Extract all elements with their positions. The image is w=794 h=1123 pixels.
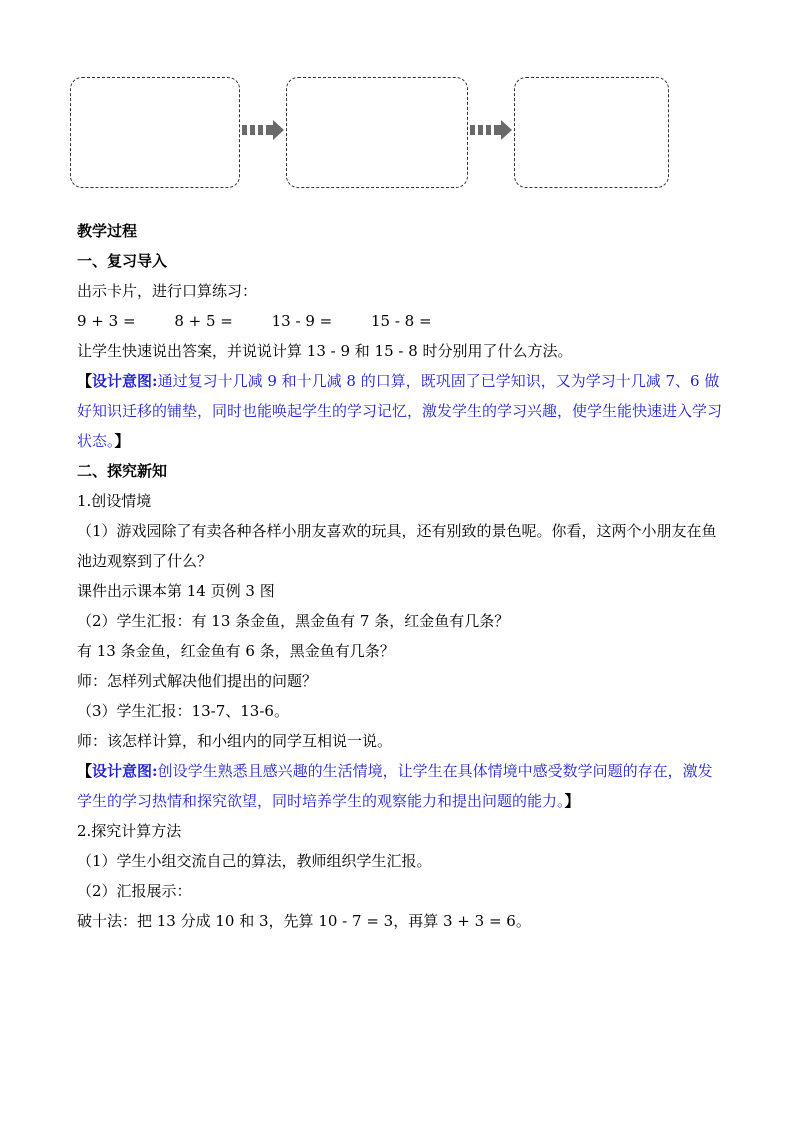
section-2-paragraph-1: （1）游戏园除了有卖各种各样小朋友喜欢的玩具，还有别致的景色呢。你看，这两个小朋友在鱼池边观察到了什么？ xyxy=(77,522,717,570)
section-1-intro: 出示卡片，进行口算练习： xyxy=(77,282,258,300)
flow-box-1 xyxy=(70,77,240,188)
design-1-tag: 设计意图: xyxy=(92,372,158,390)
section-2-paragraph-4: 有 13 条金鱼，红金鱼有 6 条，黑金鱼有几条？ xyxy=(77,642,395,660)
section-2-paragraph-2: 课件出示课本第 14 页例 3 图 xyxy=(77,582,275,600)
section-2-paragraph-10: 破十法：把 13 分成 10 和 3，先算 10 - 7 = 3，再算 3 + 3 = 6。 xyxy=(77,912,531,930)
flow-box-3 xyxy=(514,77,669,188)
design-2-close-bracket: 】 xyxy=(564,792,580,810)
exercise-2: 8 + 5 = xyxy=(174,312,233,330)
design-1-text: 通过复习十几减 9 和十几减 8 的口算，既巩固了已学知识，又为学习十几减 7、6 做好知识迁移的铺垫，同时也能唤起学生的学习记忆，激发学生的学习兴趣，使学生能快速进入学习状态。 xyxy=(77,372,723,450)
document-title: 教学过程 xyxy=(77,222,138,240)
section-1-prompt: 让学生快速说出答案，并说说计算 13 - 9 和 15 - 8 时分别用了什么方法。 xyxy=(77,342,573,360)
section-2-sub-1: 1.创设情境 xyxy=(77,492,152,510)
exercise-3: 13 - 9 = xyxy=(271,312,333,330)
section-2-paragraph-7: 师：该怎样计算，和小组内的同学互相说一说。 xyxy=(77,732,393,750)
flow-arrow-2-icon xyxy=(470,119,514,141)
section-2-paragraph-5: 师：怎样列式解决他们提出的问题？ xyxy=(77,672,318,690)
section-2-heading: 二、探究新知 xyxy=(77,462,168,480)
section-2-paragraph-9: （2）汇报展示： xyxy=(77,882,192,900)
exercise-row xyxy=(77,306,722,336)
design-2-text: 创设学生熟悉且感兴趣的生活情境，让学生在具体情境中感受数学问题的存在，激发学生的学习热情和探究欲望，同时培养学生的观察能力和提出问题的能力。 xyxy=(77,762,713,810)
flow-arrow-1-icon xyxy=(242,119,286,141)
design-intent-1 xyxy=(77,366,722,456)
document-body xyxy=(77,216,722,936)
section-1-heading: 一、复习导入 xyxy=(77,252,168,270)
flow-box-2 xyxy=(286,77,468,188)
exercise-1: 9 + 3 = xyxy=(77,312,136,330)
section-2-paragraph-6: （3）学生汇报：13-7、13-6。 xyxy=(77,702,289,720)
design-1-close-bracket: 】 xyxy=(114,432,130,450)
section-2-paragraph-3: （2）学生汇报：有 13 条金鱼，黑金鱼有 7 条，红金鱼有几条？ xyxy=(77,612,510,630)
design-intent-2 xyxy=(77,756,722,816)
exercise-4: 15 - 8 = xyxy=(370,312,432,330)
design-2-open-bracket: 【 xyxy=(77,762,93,780)
design-1-open-bracket: 【 xyxy=(77,372,93,390)
section-2-sub-2: 2.探究计算方法 xyxy=(77,822,182,840)
design-2-tag: 设计意图: xyxy=(92,762,158,780)
section-2-paragraph-8: （1）学生小组交流自己的算法，教师组织学生汇报。 xyxy=(77,852,432,870)
